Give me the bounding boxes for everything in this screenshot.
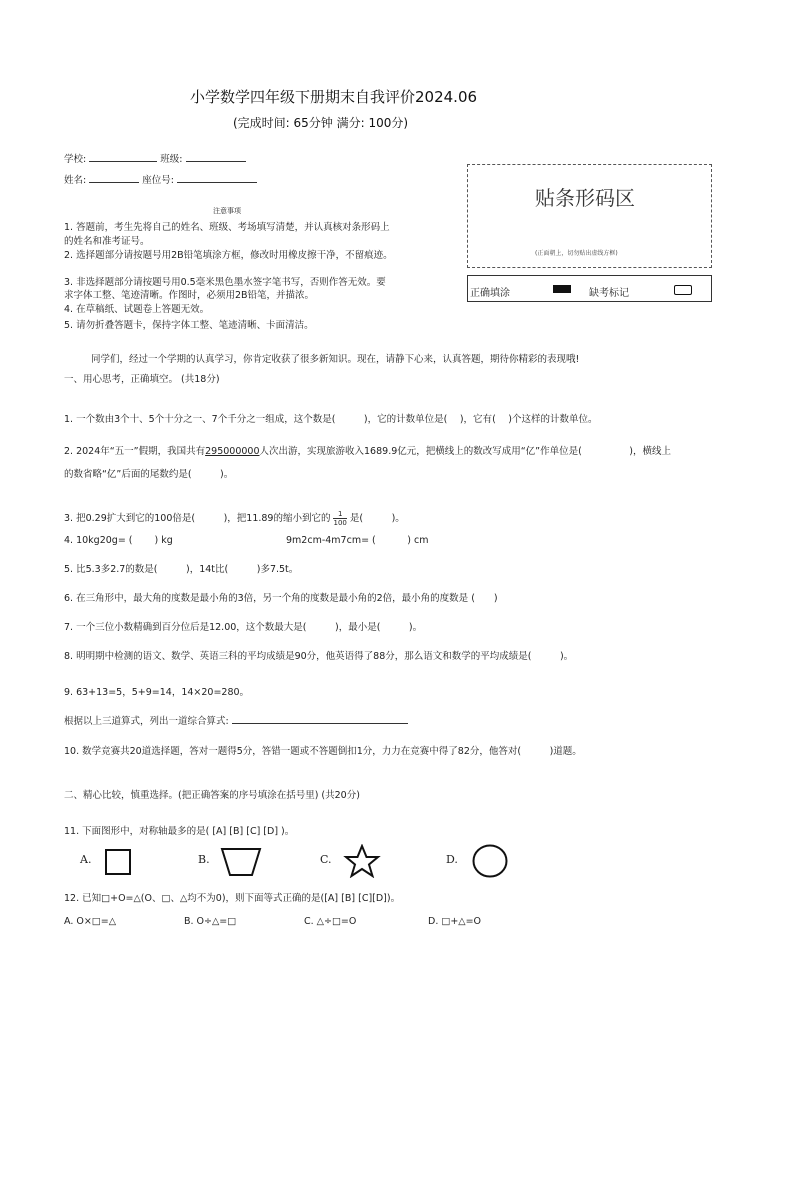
note-line-6: 4. 在草稿纸、试题卷上答题无效。	[64, 304, 210, 315]
option-c-label: C.	[320, 853, 332, 866]
q12-option-d: D. □+△=O	[428, 916, 482, 927]
question-8: 8. 明明期中检测的语文、数学、英语三科的平均成绩是90分，他英语得了88分，那么语文和数学的平均成绩是( )。	[64, 651, 574, 662]
seat-field[interactable]	[177, 172, 257, 183]
question-2-cont: 的数省略“亿”后面的尾数约是( )。	[64, 469, 234, 480]
fill-example-label: 正确填涂	[470, 288, 510, 299]
option-d-label: D.	[446, 853, 458, 866]
question-3-text-b: 是( )。	[349, 513, 405, 524]
question-2-text-b: 人次出游，实现旅游收入1689.9亿元，把横线上的数改写成用“亿”作单位是( )，横线上	[259, 446, 672, 457]
barcode-title: 贴条形码区	[535, 186, 635, 210]
name-row	[64, 172, 257, 186]
trapezoid-shape	[220, 847, 262, 877]
absent-checkbox[interactable]	[674, 285, 692, 295]
barcode-note: (正面朝上，切勿贴出虚线方框)	[535, 250, 618, 257]
school-field[interactable]	[89, 151, 157, 162]
star-shape	[343, 844, 381, 878]
section1-heading: 一、用心思考，正确填空。 (共18分)	[64, 374, 220, 385]
question-4a: 4. 10kg20g= ( ) kg	[64, 535, 173, 546]
answer-line[interactable]	[232, 713, 408, 724]
q12-option-c: C. △÷□=O	[304, 916, 357, 927]
question-9-prompt	[64, 713, 408, 727]
school-label: 学校:	[64, 154, 87, 165]
question-1: 1. 一个数由3个十、5个十分之一、7个千分之一组成，这个数是( )，它的计数单位是( )，它有( )个这样的计数单位。	[64, 414, 598, 425]
question-12: 12. 已知□+O=△(O、□、△均不为0)，则下面等式正确的是([A] [B] [C][D])。	[64, 893, 401, 904]
section2-heading: 二、精心比较，慎重选择。(把正确答案的序号填涂在括号里) (共20分)	[64, 790, 360, 801]
q12-option-a: A. O×□=△	[64, 916, 117, 927]
note-line-4: 3. 非选择题部分请按题号用0.5毫米黑色墨水签字笔书写，否则作答无效。要	[64, 277, 386, 288]
question-4b: 9m2cm-4m7cm= ( ) cm	[286, 535, 429, 546]
question-11: 11. 下面图形中，对称轴最多的是( [A] [B] [C] [D] )。	[64, 826, 295, 837]
page-subtitle: (完成时间: 65分钟 满分: 100分)	[233, 116, 409, 130]
note-line-3: 2. 选择题部分请按题号用2B铅笔填涂方框，修改时用橡皮擦干净，不留痕迹。	[64, 250, 393, 261]
option-a-label: A.	[80, 853, 92, 866]
question-2-number: 295000000	[205, 446, 260, 457]
note-line-5: 求字体工整、笔迹清晰。作图时，必须用2B铅笔，并描浓。	[64, 290, 315, 301]
notes-heading: 注意事项	[213, 207, 241, 215]
note-line-2: 的姓名和准考证号。	[64, 236, 150, 247]
option-b-label: B.	[198, 853, 210, 866]
filled-mark-icon	[553, 285, 571, 293]
question-10: 10. 数学竞赛共20道选择题，答对一题得5分，答错一题或不答题倒扣1分，力力在竞赛中得了82分，他答对( )道题。	[64, 746, 582, 757]
question-3	[64, 510, 405, 527]
question-3-text-a: 3. 把0.29扩大到它的100倍是( )，把11.89的缩小到它的	[64, 513, 331, 524]
seat-label: 座位号:	[142, 175, 174, 186]
question-6: 6. 在三角形中，最大角的度数是最小角的3倍，另一个角的度数是最小角的2倍，最小角的度数是 ( )	[64, 593, 498, 604]
intro-text: 同学们，经过一个学期的认真学习，你肯定收获了很多新知识。现在，请静下心来，认真答题，期待你精彩的表现哦!	[91, 354, 580, 365]
question-5: 5. 比5.3多2.7的数是( )，14t比( )多7.5t。	[64, 564, 299, 575]
class-field[interactable]	[186, 151, 246, 162]
absent-mark-label: 缺考标记	[589, 288, 629, 299]
fraction-numerator: 1	[333, 510, 346, 519]
name-label: 姓名:	[64, 175, 87, 186]
question-2-text-a: 2. 2024年“五一”假期，我国共有	[64, 446, 206, 457]
circle-shape	[471, 843, 509, 879]
name-field[interactable]	[89, 172, 139, 183]
q12-option-b: B. O÷△=□	[184, 916, 237, 927]
question-9: 9. 63+13=5，5+9=14，14×20=280。	[64, 687, 250, 698]
square-shape	[104, 848, 132, 876]
fraction-denominator: 100	[333, 519, 347, 527]
question-9-prompt-text: 根据以上三道算式，列出一道综合算式:	[64, 716, 229, 727]
class-label: 班级:	[160, 154, 183, 165]
page-title: 小学数学四年级下册期末自我评价2024.06	[190, 88, 478, 106]
school-row	[64, 151, 246, 165]
note-line-1: 1. 答题前，考生先将自己的姓名、班级、考场填写清楚，并认真核对条形码上	[64, 222, 390, 233]
question-7: 7. 一个三位小数精确到百分位后是12.00，这个数最大是( )，最小是( )。	[64, 622, 423, 633]
question-2	[64, 443, 671, 457]
fraction-one-hundredth	[333, 510, 346, 527]
note-line-7: 5. 请勿折叠答题卡，保持字体工整、笔迹清晰、卡面清洁。	[64, 320, 314, 331]
